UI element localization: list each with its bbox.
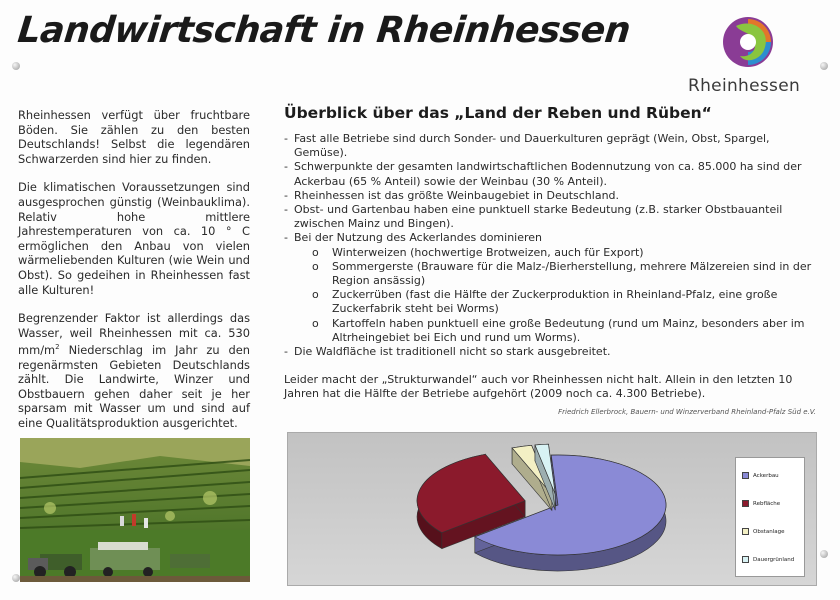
legend-swatch <box>742 556 749 563</box>
screw-bottom-right <box>820 550 828 558</box>
rheinhessen-logo <box>680 10 820 95</box>
screw-bottom-left <box>12 574 20 582</box>
sublist-item: o Zuckerrüben (fast die Hälfte der Zuckerproduktion in Rheinland-Pfalz, eine große Zuckerfabrik steht bei Worms) <box>294 288 824 316</box>
overview-list <box>284 132 824 359</box>
farm-photo <box>20 438 250 582</box>
sublist-item: o Winterweizen (hochwertige Brotweizen, auch für Export) <box>294 246 824 260</box>
closing-paragraph: Leider macht der „Strukturwandel“ auch vor Rheinhessen nicht halt. Allein in den letzten 10 Jahren hat die Hälfte der Betriebe aufgehört (2009 noch ca. 4.300 Betriebe). <box>284 373 793 401</box>
legend-label: Rebfläche <box>753 500 781 507</box>
intro-paragraph-3-start: Begrenzender Faktor ist allerdings das Wasser, weil Rheinhessen mit ca. 530 mm/m <box>18 311 250 358</box>
superscript-2: 2 <box>55 343 60 352</box>
page-title: Landwirtschaft in Rheinhessen <box>15 10 633 51</box>
intro-paragraph-1: Rheinhessen verfügt über fruchtbare Böden. Sie zählen zu den besten Deutschlands! Selbst die legendären Schwarzerden sind hier zu finden. <box>18 108 250 166</box>
crop-sublist <box>294 246 824 345</box>
list-item: - Die Waldfläche ist traditionell nicht so stark ausgebreitet. <box>284 345 824 359</box>
overview-section <box>284 104 824 416</box>
logo-text: Rheinhessen <box>688 76 801 96</box>
author-credit: Friedrich Ellerbrock, Bauern- und Winzerverband Rheinland-Pfalz Süd e.V. <box>558 407 816 416</box>
intro-paragraph-3 <box>18 311 250 431</box>
rheinhessen-logo-icon <box>720 14 776 70</box>
legend-swatch <box>742 500 749 507</box>
land-use-chart <box>287 432 817 586</box>
screw-top-right <box>820 62 828 70</box>
chart-legend <box>735 457 805 577</box>
intro-column <box>18 108 250 445</box>
intro-paragraph-2: Die klimatischen Voraussetzungen sind ausgesprochen günstig (Weinbauklima). Relativ hohe mittlere Jahrestemperaturen von ca. 10 ° C ermöglichen den Anbau von vielen wärmeliebenden Kulturen (wie Wein und Obst). So gedeihen in Rheinhessen fast alle Kulturen! <box>18 180 250 297</box>
overview-title: Überblick über das „Land der Reben und Rüben“ <box>284 104 712 122</box>
sublist-item: o Kartoffeln haben punktuell eine große Bedeutung (rund um Mainz, besonders aber im Altrheingebiet bei Eich und rund um Worms). <box>294 317 824 345</box>
sublist-item: o Sommergerste (Brauware für die Malz-/Bierherstellung, mehrere Mälzereien sind in der Region ansässig) <box>294 260 824 288</box>
legend-item-dauergruenland <box>742 556 794 563</box>
legend-label: Obstanlage <box>753 528 785 535</box>
list-item: - Schwerpunkte der gesamten landwirtschaftlichen Bodennutzung von ca. 85.000 ha sind der Ackerbau (65 % Anteil) sowie der Weinbau (30 % Anteil). <box>284 160 824 188</box>
legend-item-obstanlage <box>742 528 784 535</box>
list-item-ackerland-label: Bei der Nutzung des Ackerlandes dominieren <box>294 231 543 245</box>
screw-top-left <box>12 62 20 70</box>
legend-label: Dauergrünland <box>753 556 795 563</box>
pie-chart <box>288 433 728 585</box>
legend-label: Ackerbau <box>753 472 779 479</box>
legend-swatch <box>742 472 749 479</box>
list-item-ackerland <box>284 231 824 345</box>
list-item: - Fast alle Betriebe sind durch Sonder- und Dauerkulturen geprägt (Wein, Obst, Spargel, Gemüse). <box>284 132 824 160</box>
legend-item-ackerbau <box>742 472 779 479</box>
intro-paragraph-3-end: Niederschlag im Jahr zu den regenärmsten Gebieten Deutschlands zählt. Die Landwirte, Winzer und Obstbauern gehen daher seit je her sparsam mit Wasser um und sind auf eine Qualitätsproduktion ausgerichtet. <box>18 343 250 431</box>
legend-swatch <box>742 528 749 535</box>
list-item: - Rheinhessen ist das größte Weinbaugebiet in Deutschland. <box>284 189 824 203</box>
list-item: - Obst- und Gartenbau haben eine punktuell starke Bedeutung (z.B. starker Obstbauanteil zwischen Mainz und Bingen). <box>284 203 824 231</box>
legend-item-rebflaeche <box>742 500 780 507</box>
